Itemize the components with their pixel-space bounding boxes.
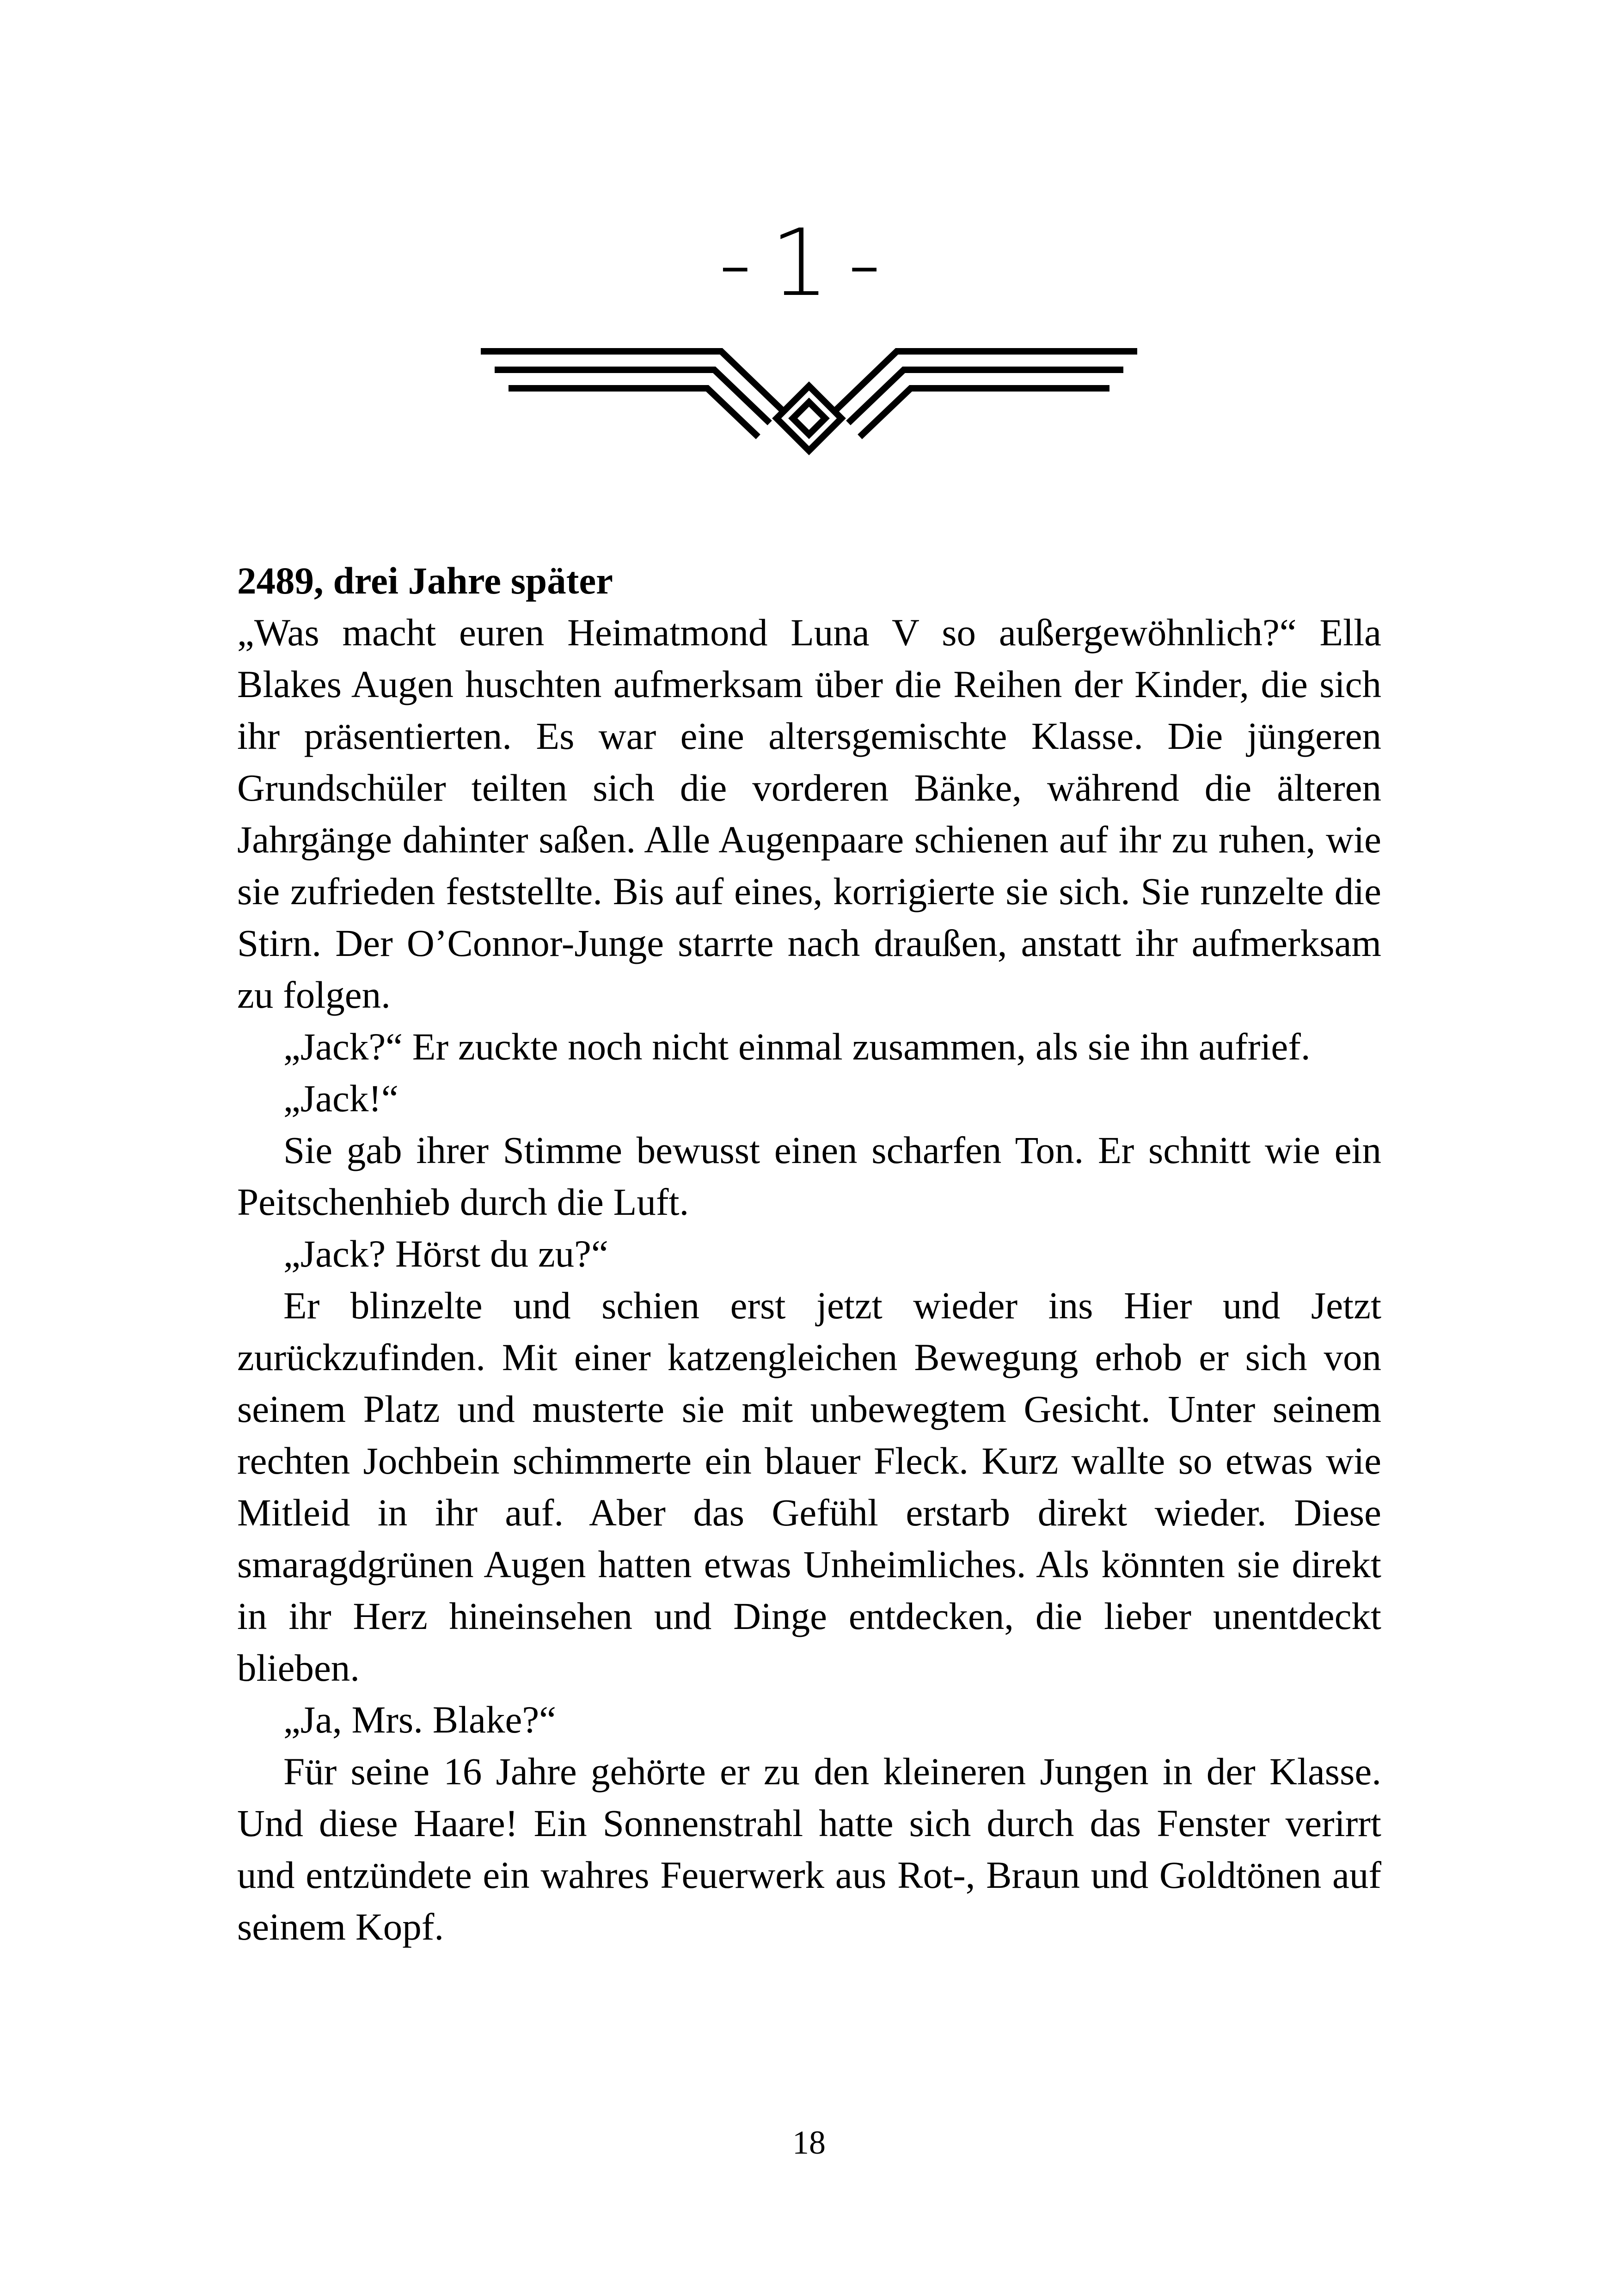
paragraph: Für seine 16 Jahre gehörte er zu den kleineren Jungen in der Klasse. Und diese Haare! Ein Sonnenstrahl hatte sich durch das Fenster verirrt und entzündete ein wahres Feuerwerk aus Rot-, Braun und Goldtönen auf seinem Kopf. [237, 1750, 1381, 1948]
paragraph: „Ja, Mrs. Blake?“ [283, 1698, 556, 1741]
paragraph: „Jack!“ [283, 1077, 398, 1120]
paragraph: Er blinzelte und schien erst jetzt wieder ins Hier und Jetzt zurückzufinden. Mit einer katzengleichen Bewegung erhob er sich von seinem Platz und musterte sie mit unbewegtem Gesicht. Unter seinem rechten Jochbein schimmerte ein blauer Fleck. Kurz wallte so etwas wie Mitleid in ihr auf. Aber das Gefühl erstarb direkt wieder. Diese smaragdgrünen Augen hatten etwas Unheimliches. Als könnten sie direkt in ihr Herz hineinsehen und Dinge entdecken, die lieber unentdeckt blieben. [237, 1284, 1381, 1689]
section-heading: 2489, drei Jahre später [237, 559, 613, 602]
page-number: 18 [792, 2124, 826, 2161]
paragraph: Sie gab ihrer Stimme bewusst einen scharfen Ton. Er schnitt wie ein Peitschenhieb durch die Luft. [237, 1129, 1381, 1223]
chapter-number: -1- [718, 209, 900, 317]
art-deco-divider-icon [481, 342, 1137, 462]
paragraph: „Jack? Hörst du zu?“ [283, 1232, 608, 1275]
paragraph: „Jack?“ Er zuckte noch nicht einmal zusammen, als sie ihn aufrief. [283, 1025, 1311, 1068]
paragraph: „Was macht euren Heimatmond Luna V so außergewöhnlich?“ Ella Blakes Augen huschten aufmerksam über die Reihen der Kinder, die sich ihr präsentierten. Es war eine altersgemischte Klasse. Die jüngeren Grundschüler teilten sich die vorderen Bänke, während die älteren Jahrgänge dahinter saßen. Alle Augenpaare schienen auf ihr zu ruhen, wie sie zufrieden feststellte. Bis auf eines, korrigierte sie sich. Sie runzelte die Stirn. Der O’Connor-Junge starrte nach draußen, anstatt ihr aufmerksam zu folgen. [237, 611, 1381, 1016]
chapter-text [237, 555, 1381, 1953]
